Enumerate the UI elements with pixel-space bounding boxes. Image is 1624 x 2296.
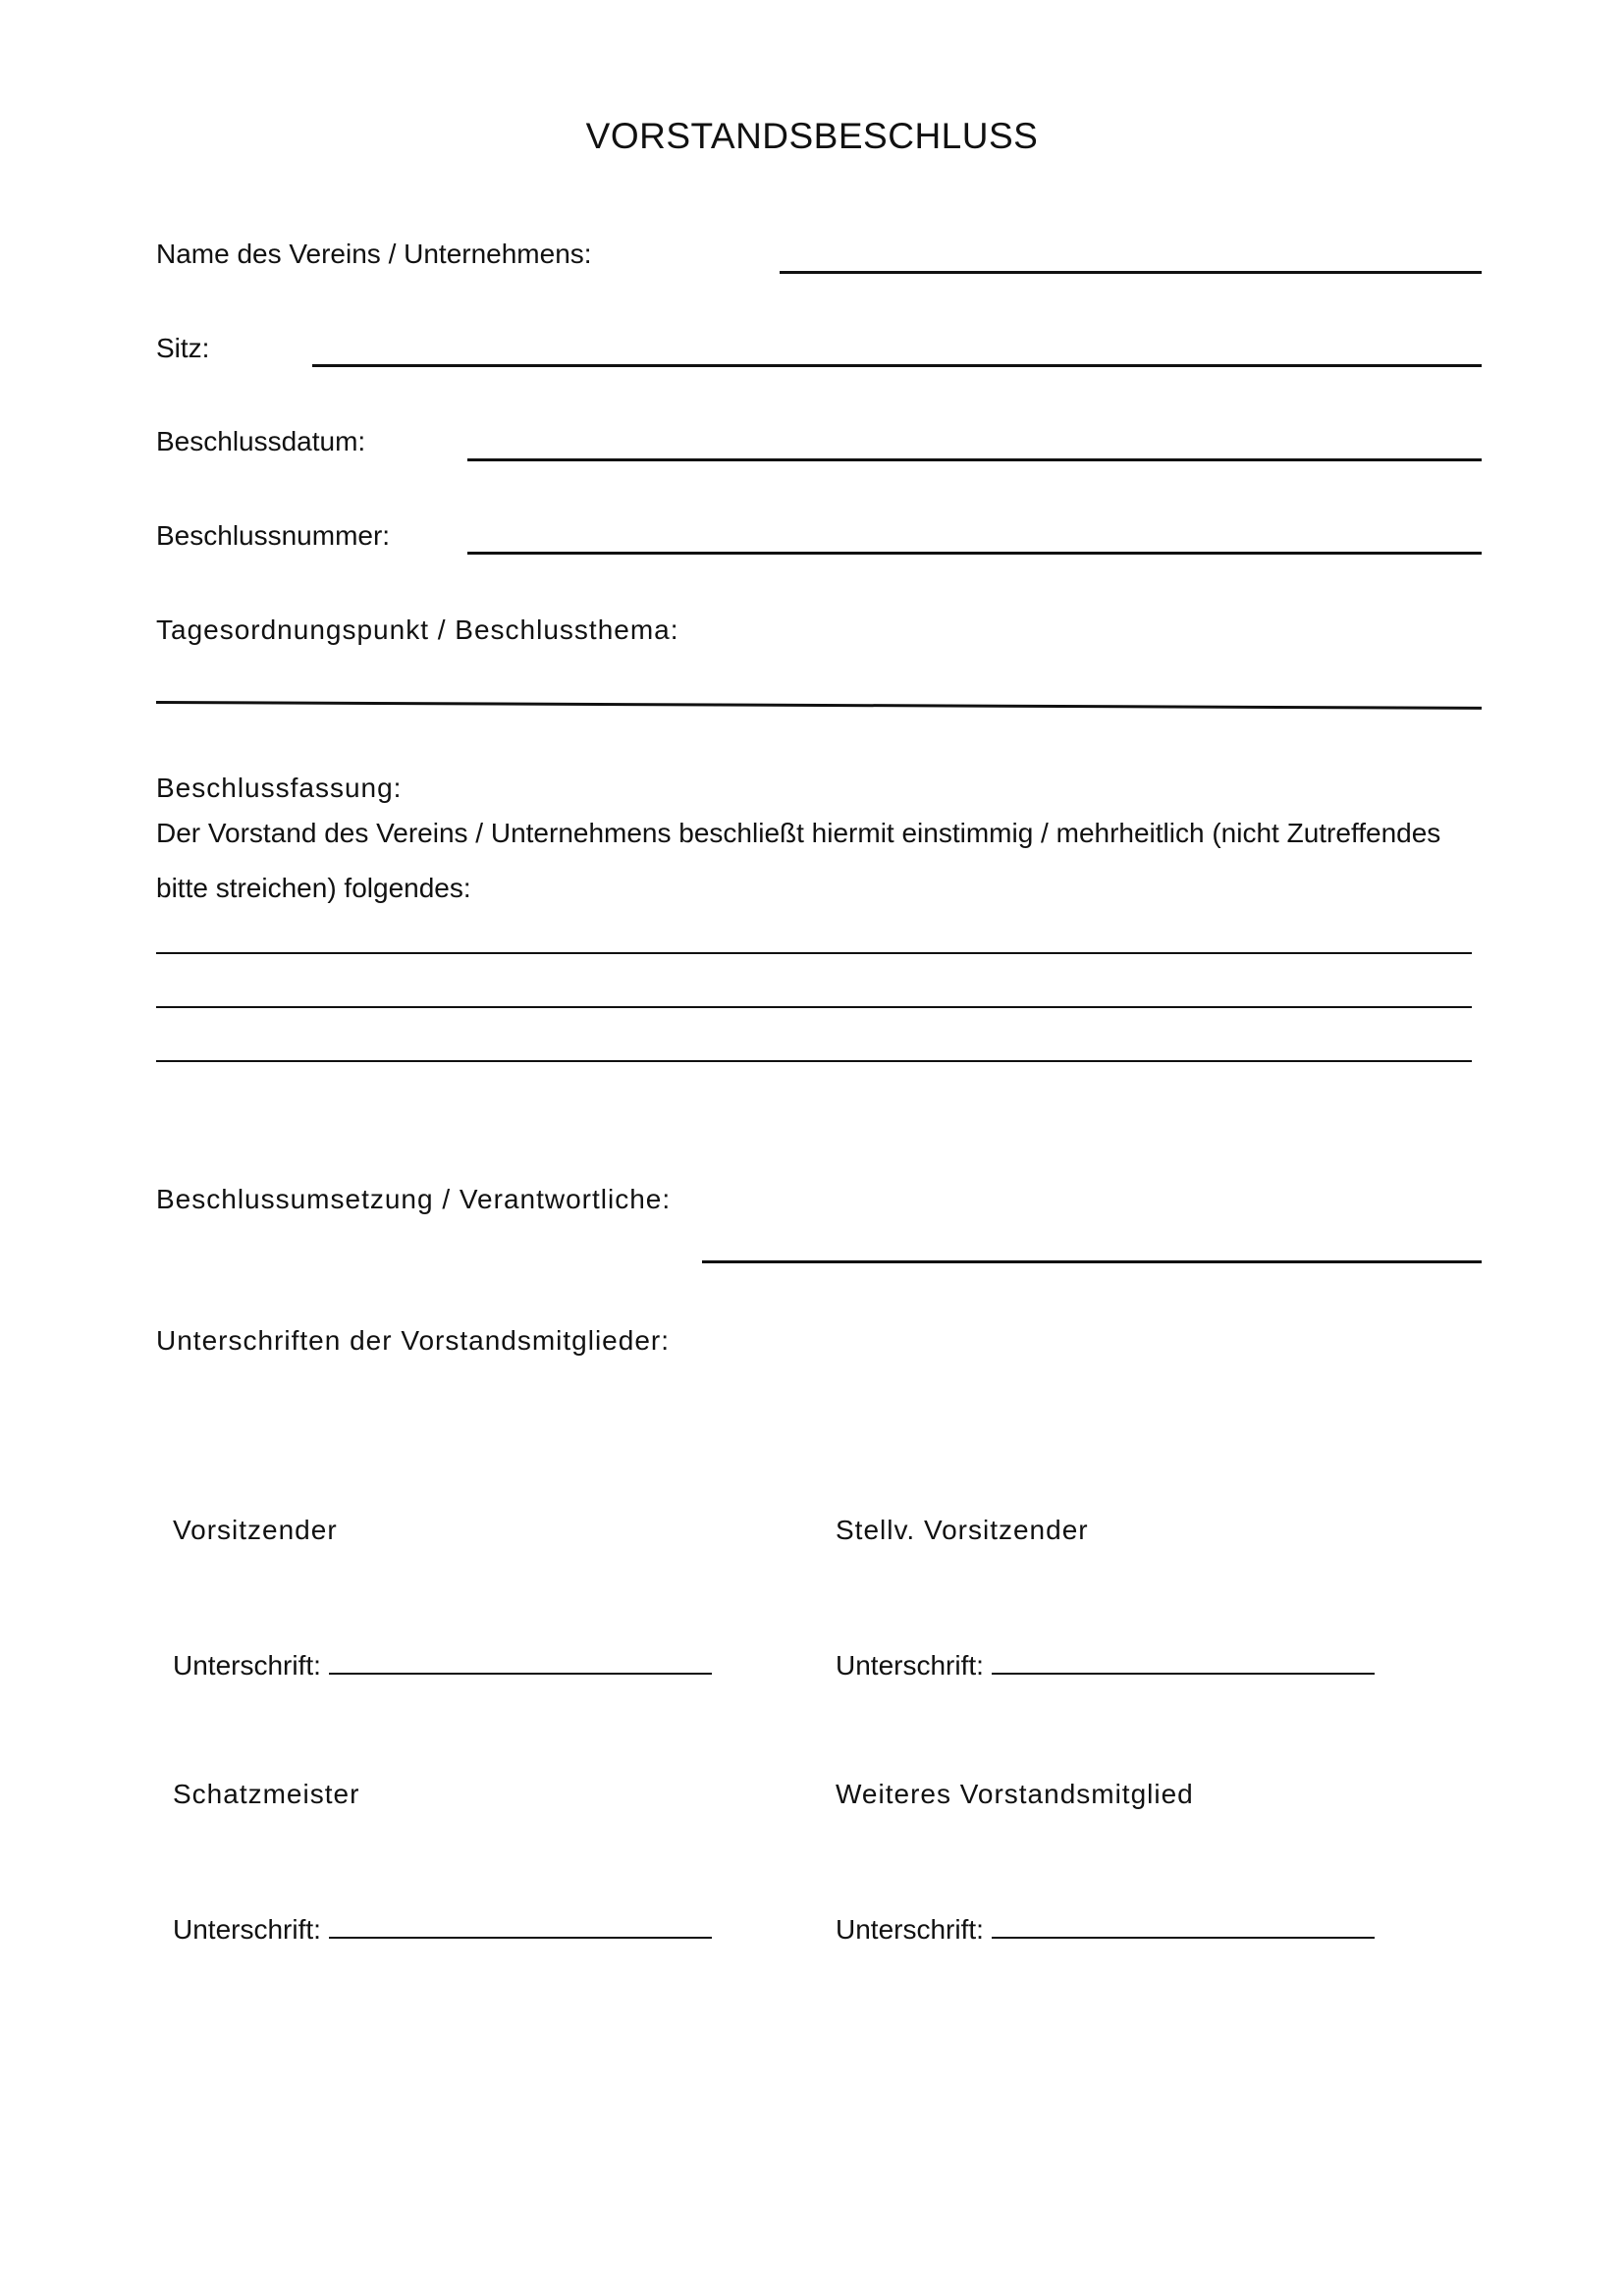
signature-role-schatzmeister: Schatzmeister bbox=[173, 1779, 360, 1809]
field-line-thema[interactable] bbox=[156, 701, 1482, 710]
document-title: VORSTANDSBESCHLUSS bbox=[585, 116, 1039, 156]
beschluss-text-line2: bitte streichen) folgendes: bbox=[156, 873, 471, 903]
field-label-sitz: Sitz: bbox=[156, 333, 210, 363]
signatures-heading: Unterschriften der Vorstandsmitglieder: bbox=[156, 1325, 670, 1356]
signature-role-weiteres-mitglied: Weiteres Vorstandsmitglied bbox=[836, 1779, 1194, 1809]
beschluss-heading: Beschlussfassung: bbox=[156, 773, 403, 803]
field-label-thema: Tagesordnungspunkt / Beschlussthema: bbox=[156, 614, 679, 645]
beschluss-line-3[interactable] bbox=[156, 1060, 1472, 1062]
signature-field-stellv-vorsitzender[interactable] bbox=[836, 1649, 1375, 1680]
umsetzung-label: Beschlussumsetzung / Verantwortliche: bbox=[156, 1184, 672, 1214]
signature-role-vorsitzender: Vorsitzender bbox=[173, 1515, 338, 1545]
field-line-datum[interactable] bbox=[467, 458, 1482, 461]
signature-label: Unterschrift: bbox=[173, 1914, 321, 1945]
field-line-nummer[interactable] bbox=[467, 552, 1482, 555]
signature-role-stellv-vorsitzender: Stellv. Vorsitzender bbox=[836, 1515, 1089, 1545]
field-line-sitz[interactable] bbox=[312, 364, 1482, 367]
beschluss-text-line1: Der Vorstand des Vereins / Unternehmens beschließt hiermit einstimmig / mehrheitlich (nicht Zutreffendes bbox=[156, 818, 1441, 848]
field-label-nummer: Beschlussnummer: bbox=[156, 520, 391, 551]
signature-field-weiteres-mitglied[interactable] bbox=[836, 1913, 1375, 1944]
field-label-name: Name des Vereins / Unternehmens: bbox=[156, 239, 592, 269]
umsetzung-line[interactable] bbox=[702, 1260, 1482, 1263]
field-label-datum: Beschlussdatum: bbox=[156, 426, 366, 456]
signature-line[interactable] bbox=[992, 1649, 1375, 1675]
signature-field-schatzmeister[interactable] bbox=[173, 1913, 712, 1944]
signature-line[interactable] bbox=[329, 1913, 712, 1939]
beschluss-line-1[interactable] bbox=[156, 952, 1472, 954]
field-line-name[interactable] bbox=[780, 271, 1482, 274]
beschluss-line-2[interactable] bbox=[156, 1006, 1472, 1008]
signature-field-vorsitzender[interactable] bbox=[173, 1649, 712, 1680]
signature-label: Unterschrift: bbox=[836, 1650, 984, 1681]
signature-line[interactable] bbox=[992, 1913, 1375, 1939]
signature-label: Unterschrift: bbox=[836, 1914, 984, 1945]
signature-label: Unterschrift: bbox=[173, 1650, 321, 1681]
signature-line[interactable] bbox=[329, 1649, 712, 1675]
